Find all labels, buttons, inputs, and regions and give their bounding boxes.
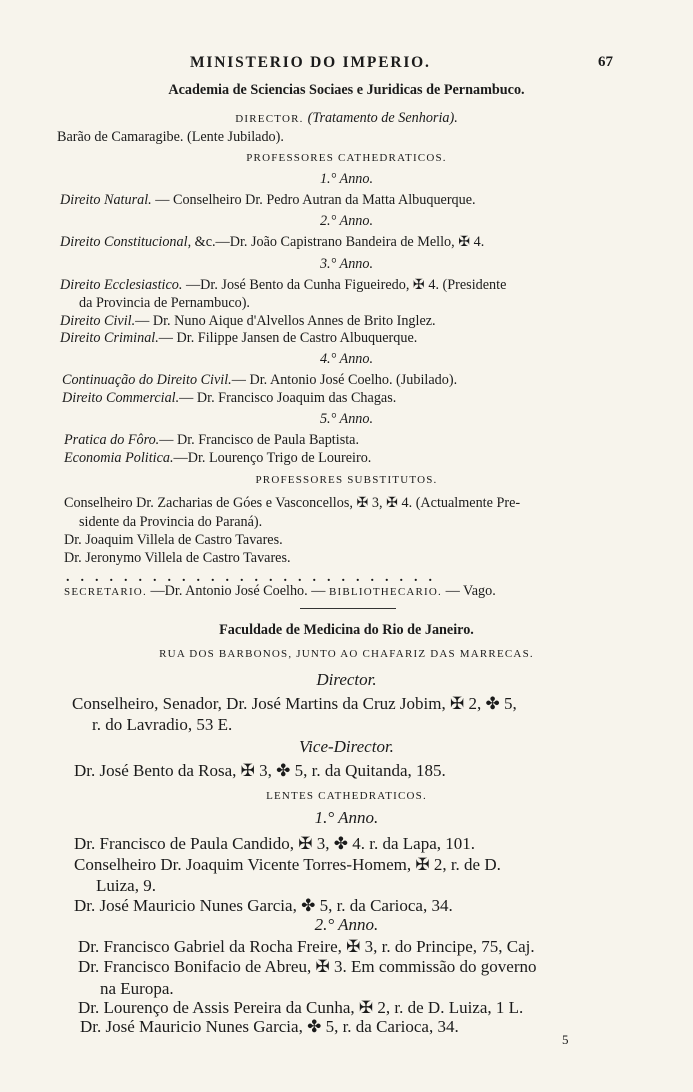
year-heading-3: 3.° Anno. [319,256,374,272]
director-name: Barão de Camaragibe. (Lente Jubilado). [57,129,284,145]
lente-entry: Conselheiro Dr. Joaquim Vicente Torres-Homem, ✠ 2, r. de D. [74,855,501,874]
director-heading [0,109,693,127]
entry-text: — Dr. Francisco de Paula Baptista. [159,432,360,448]
year-heading-1-faculdade: 1.° Anno. [314,808,379,827]
section-divider [300,608,396,609]
professor-entry [60,277,506,294]
subject: Direito Ecclesiastico. [60,277,183,293]
printer-signature: 5 [562,1032,569,1047]
professor-entry [64,450,371,467]
subject: Economia Politica. [64,450,174,466]
page-number: 67 [598,54,613,70]
subject: Direito Civil. [60,313,136,329]
substitute-entry: Conselheiro Dr. Zacharias de Góes e Vasconcellos, ✠ 3, ✠ 4. (Actualmente Pre- [64,495,521,511]
entry-text: —Dr. Lourenço Trigo de Loureiro. [173,450,372,466]
secretario-label: SECRETARIO. [64,586,147,598]
entry-text: — Dr. Francisco Joaquim das Chagas. [179,390,397,406]
professor-entry [60,330,417,347]
dotted-leader: .......................... [66,570,443,585]
faculdade-address: RUA DOS BARBONOS, JUNTO AO CHAFARIZ DAS MARRECAS. [159,648,534,660]
professor-entry [60,192,476,209]
professor-entry [62,390,396,407]
entry-text: , &c.—Dr. João Capistrano Bandeira de Mello, ✠ 4. [187,234,485,250]
running-title: MINISTERIO DO IMPERIO. [190,54,431,71]
substitute-entry: Dr. Joaquim Villela de Castro Tavares. [64,532,283,548]
professor-entry [64,432,359,449]
entry-continuation: sidente da Provincia do Paraná). [79,514,263,530]
lente-entry: Dr. José Mauricio Nunes Garcia, ✤ 5, r. da Carioca, 34. [80,1017,459,1036]
lente-entry: Dr. Francisco de Paula Candido, ✠ 3, ✤ 4. r. da Lapa, 101. [74,834,475,853]
entry-continuation: na Europa. [100,979,174,998]
entry-text: —Dr. José Bento da Cunha Figueiredo, ✠ 4. (Presidente [182,277,507,293]
substitutos-heading: PROFESSORES SUBSTITUTOS. [255,474,438,486]
subject: Direito Commercial. [62,390,180,406]
entry-text: — Conselheiro Dr. Pedro Autran da Matta Albuquerque. [151,192,476,208]
bibliothecario-text: — Vago. [442,583,496,599]
lente-entry: Dr. Francisco Gabriel da Rocha Freire, ✠ 3, r. do Principe, 75, Caj. [78,937,535,956]
year-heading-1: 1.° Anno. [319,171,374,187]
director-heading-faculdade: Director. [316,670,377,689]
section-title-faculdade: Faculdade de Medicina do Rio de Janeiro. [219,622,474,638]
director-treatment: (Tratamento de Senhoria). [307,110,458,126]
professor-entry [62,372,457,389]
director-entry: Conselheiro, Senador, Dr. José Martins da Cruz Jobim, ✠ 2, ✤ 5, [72,694,517,713]
vice-director-heading: Vice-Director. [299,737,394,756]
lente-entry: Dr. Lourenço de Assis Pereira da Cunha, ✠ 2, r. de D. Luiza, 1 L. [78,998,524,1017]
entry-text: — Dr. Antonio José Coelho. (Jubilado). [231,372,458,388]
entry-continuation: r. do Lavradio, 53 E. [92,715,233,734]
director-label: DIRECTOR. [235,113,304,125]
subject: Pratica do Fôro. [64,432,160,448]
subject: Direito Constitucional [60,234,188,250]
section-title-academia: Academia de Sciencias Sociaes e Juridicas de Pernambuco. [168,82,525,98]
entry-continuation: Luiza, 9. [96,876,156,895]
substitute-entry: Dr. Jeronymo Villela de Castro Tavares. [64,550,291,566]
year-heading-5: 5.° Anno. [319,411,374,427]
lentes-heading: LENTES CATHEDRATICOS. [266,790,427,802]
subject: Direito Criminal. [60,330,159,346]
secretario-text: —Dr. Antonio José Coelho. — [146,583,329,599]
lente-entry: Dr. Francisco Bonifacio de Abreu, ✠ 3. Em commissão do governo [78,957,537,976]
subject: Continuação do Direito Civil. [62,372,232,388]
entry-continuation: da Provincia de Pernambuco). [79,295,250,311]
professor-entry [60,313,436,330]
year-heading-4: 4.° Anno. [319,351,374,367]
page-header [0,54,693,76]
secretario-line [64,583,496,600]
professor-entry [60,234,484,251]
subject: Direito Natural. [60,192,152,208]
professores-heading: PROFESSORES CATHEDRATICOS. [246,152,447,164]
vice-director-entry: Dr. José Bento da Rosa, ✠ 3, ✤ 5, r. da Quitanda, 185. [74,761,446,780]
bibliothecario-label: BIBLIOTHECARIO. [328,586,443,598]
entry-text: — Dr. Nuno Aique d'Alvellos Annes de Brito Inglez. [135,313,436,329]
entry-text: — Dr. Filippe Jansen de Castro Albuquerque. [158,330,418,346]
year-heading-2: 2.° Anno. [319,213,374,229]
year-heading-2-faculdade: 2.° Anno. [314,915,379,934]
lente-entry: Dr. José Mauricio Nunes Garcia, ✤ 5, r. da Carioca, 34. [74,896,453,915]
